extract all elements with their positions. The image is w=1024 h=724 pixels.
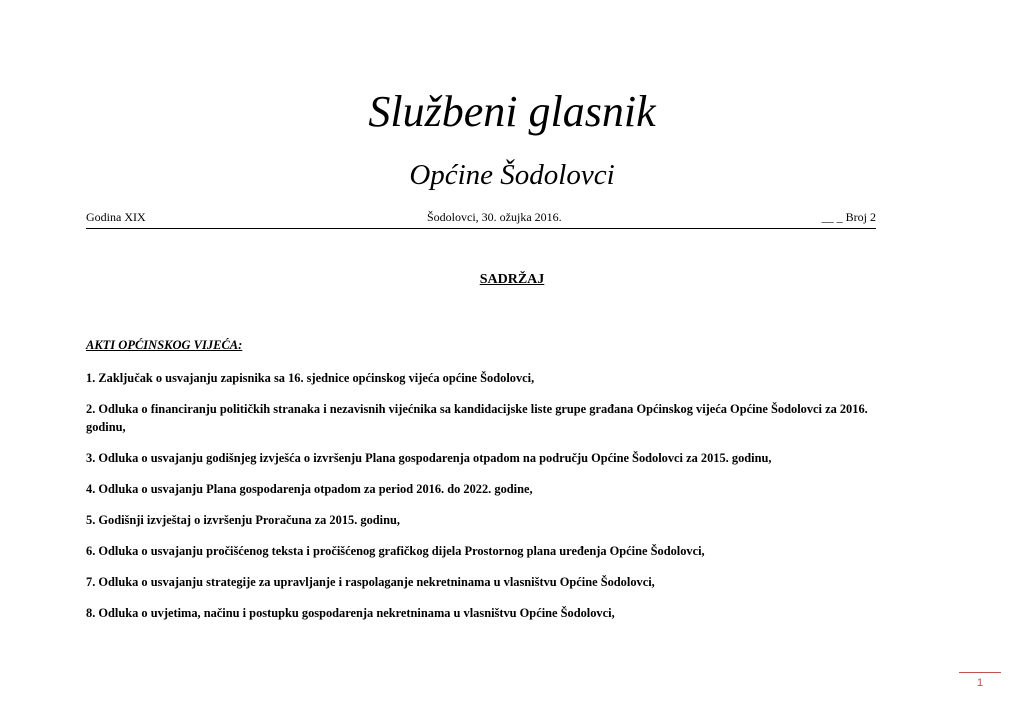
issue-number: __ _ Broj 2: [821, 210, 876, 224]
list-item: 2. Odluka o financiranju političkih stranaka i nezavisnih vijećnika sa kandidacijske liste grupe građana Općinskog vijeća Općine Šodolovci za 2016. godinu,: [86, 402, 868, 434]
contents-heading-text: SADRŽAJ: [479, 272, 545, 287]
list-item: 8. Odluka o uvjetima, načinu i postupku gospodarenja nekretninama u vlasništvu Općine Šodolovci,: [86, 606, 615, 620]
list-item: 5. Godišnji izvještaj o izvršenju Proračuna za 2015. godinu,: [86, 513, 401, 527]
place-date: Šodolovci, 30. ožujka 2016.: [427, 210, 562, 224]
list-item: 6. Odluka o usvajanju pročišćenog teksta i pročišćenog grafičkog dijela Prostornog plana uređenja Općine Šodolovci,: [86, 544, 705, 558]
page-number: 1: [976, 677, 984, 689]
section-heading: AKTI OPĆINSKOG VIJEĆA:: [86, 338, 243, 352]
footer-rule: [959, 672, 1001, 673]
volume-year: Godina XIX: [86, 210, 146, 224]
municipality-subtitle: Općine Šodolovci: [409, 159, 615, 191]
contents-heading: [0, 269, 1024, 291]
contents-list: [86, 369, 906, 635]
list-item: 1. Zaključak o usvajanju zapisnika sa 16. sjednice općinskog vijeća općine Šodolovci,: [86, 371, 535, 385]
gazette-title: Službeni glasnik: [368, 87, 656, 136]
list-item: 4. Odluka o usvajanju Plana gospodarenja otpadom za period 2016. do 2022. godine,: [86, 482, 533, 496]
masthead-line: [86, 209, 876, 229]
list-item: 3. Odluka o usvajanju godišnjeg izvješća o izvršenju Plana gospodarenja otpadom na području Općine Šodolovci za 2015. godinu,: [86, 451, 772, 465]
list-item: 7. Odluka o usvajanju strategije za upravljanje i raspolaganje nekretninama u vlasništvu Općine Šodolovci,: [86, 575, 655, 589]
